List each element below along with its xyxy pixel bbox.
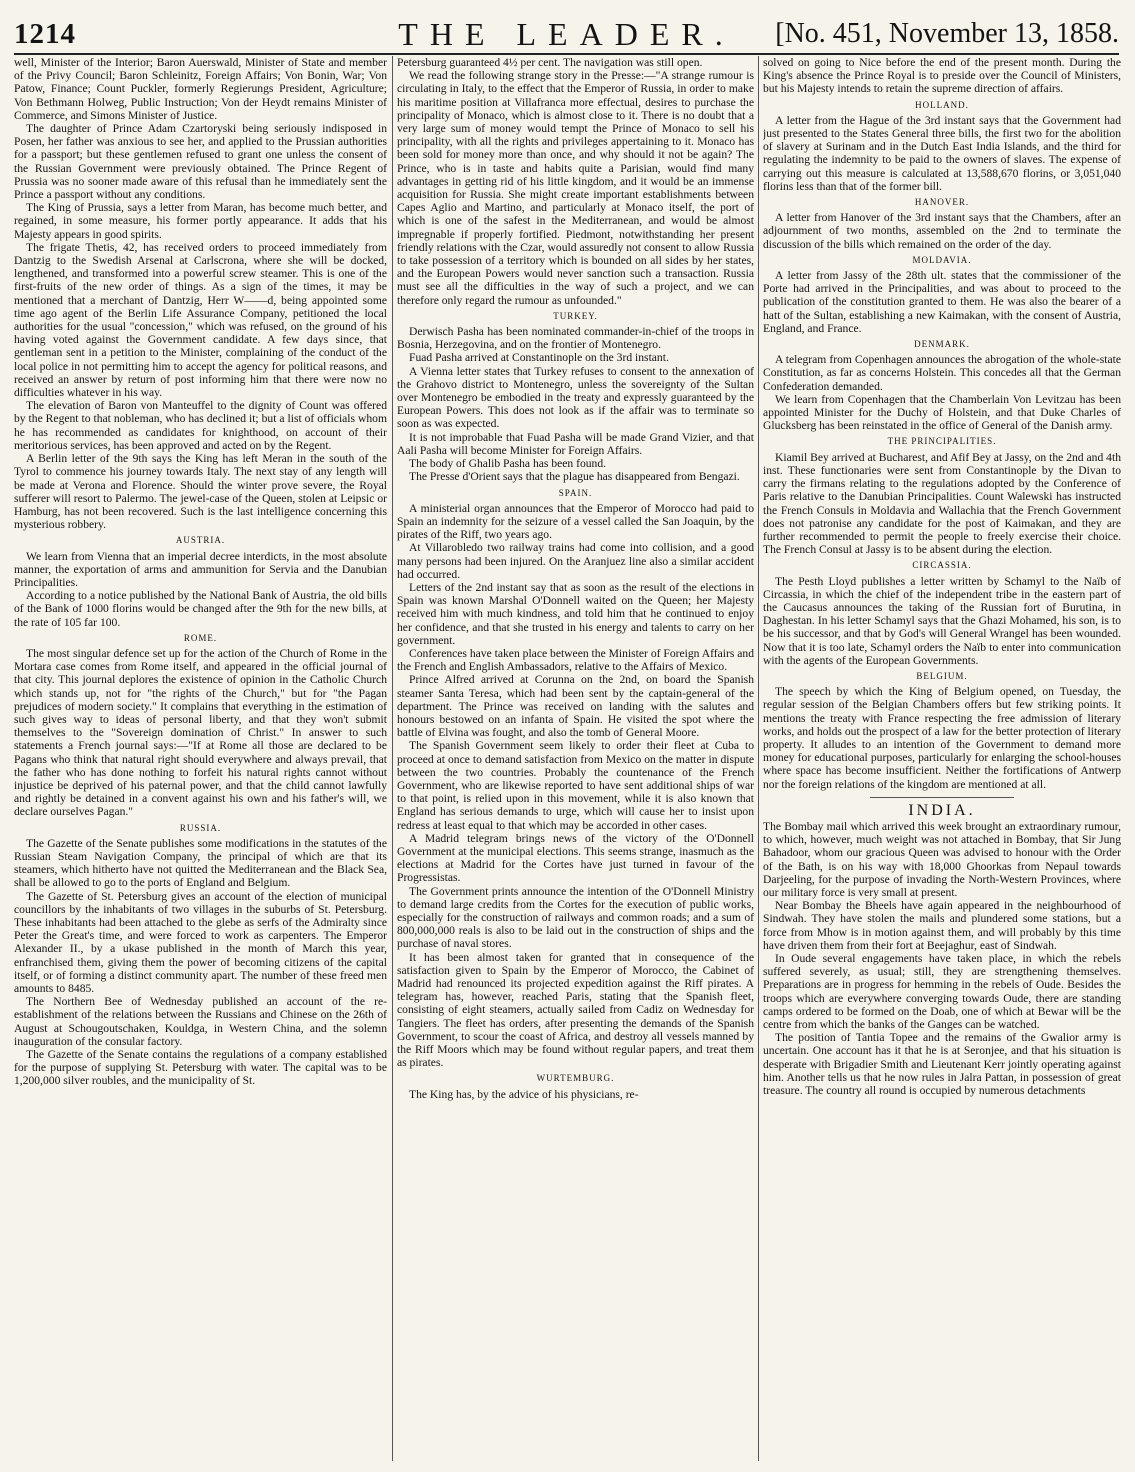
paragraph: The Presse d'Orient says that the plague has disappeared from Bengazi. bbox=[409, 470, 740, 484]
paragraph: Kiamil Bey arrived at Bucharest, and Afif Bey at Jassy, on the 2nd and 4th inst. These functionaries were sent from Constantinople by the Divan to carry the firmans relating to the regulations adopted by the Conference of Paris relative to the Danubian Principalities. Count Walewski has instructed the French Consuls in Moldavia and Wallachia that the French Government does not patronise any candidate for the post of Kaimakan, and they are further recommended to permit the people to freely exercise their choice. The French Consul at Jassy is to be absent during the election. bbox=[763, 450, 1121, 557]
paragraph: A Vienna letter states that Turkey refuses to consent to the annexation of the Grahovo district to Montenegro, unless the sovereignty of the Sultan over Montenegro be embodied in the treaty and expressly guaranteed by the European Powers. This does not look as if the affair was to terminate so soon as was expected. bbox=[397, 364, 754, 431]
paragraph: In Oude several engagements have taken place, in which the rebels suffered severely, as usual; still, they are strengthening themselves. Preparations are in progress for hemming in the rebels of Oude. Besides the troops which are everywhere converging towards Oude, there are standing camps ordered to be formed on the Doab, one of which at Bewar will be the centre from which the banks of the Ganges can be watched. bbox=[763, 952, 1121, 1032]
section-heading: WURTEMBURG. bbox=[536, 1073, 615, 1084]
paragraph: The Northern Bee of Wednesday published an account of the re-establishment of the relations between the Russians and Chinese on the 26th of August at Schougoutschaken, Kouldga, in Western China, and the solemn inauguration of the consular factory. bbox=[14, 995, 387, 1048]
newspaper-title: THE LEADER. bbox=[398, 16, 735, 52]
section-heading: BELGIUM. bbox=[916, 670, 968, 681]
section-heading: SPAIN. bbox=[558, 487, 593, 498]
paragraph: It has been almost taken for granted that in consequence of the satisfaction given to Spain by the Emperor of Morocco, the Cabinet of Madrid had renounced its projected expedition against the Riff pirates. A telegram has, however, reached Paris, stating that the Spanish fleet, consisting of eight steamers, actually sailed from Cadiz on Wednesday for Tangiers. The fleet has orders, after presenting the demands of the Spanish Government, to scour the coast of Africa, and destroy all vessels manned by the Riff Moors which may be found without regular papers, and treat them as pirates. bbox=[397, 950, 754, 1070]
section-heading-large: INDIA. bbox=[908, 801, 976, 819]
column-divider bbox=[392, 56, 393, 1461]
section-heading: HOLLAND. bbox=[915, 99, 969, 110]
section-separator bbox=[870, 797, 1013, 798]
paragraph: According to a notice published by the National Bank of Austria, the old bills of the Bank of 1000 florins would be changed after the 9th for the new bills, at the rate of 105 far 100. bbox=[14, 589, 387, 629]
paragraph: A letter from Hanover of the 3rd instant says that the Chambers, after an adjournment of two months, assembled on the 2nd to terminate the discussion of the bills which remained on the order of the day. bbox=[763, 211, 1121, 251]
paragraph: Prince Alfred arrived at Corunna on the 2nd, on board the Spanish steamer Santa Teresa, which had been sent by the captain-general of the department. The Prince was received on landing with the salutes and honours bestowed on an infanta of Spain. He visited the spot where the battle of Elvina was fought, and also the tomb of General Moore. bbox=[397, 673, 754, 740]
paragraph: The speech by which the King of Belgium opened, on Tuesday, the regular session of the Belgian Chambers offers but few striking points. It mentions the treaty with France respecting the free admission of literary works, and holds out the prospect of a law for the better protection of literary property. It alludes to an intention of the Government to demand more money for educational purposes, particularly for enlarging the school-houses where space has become insufficient. Neither the fortifications of Antwerp nor the foreign relations of the kingdom are mentioned at all. bbox=[763, 685, 1121, 791]
paragraph: The most singular defence set up for the action of the Church of Rome in the Mortara case comes from Rome itself, and appeared in the official journal of that city. This journal deplores the existence of opinion in the Catholic Church which stands up, not for "the rights of the Church," but for "the Pagan prejudices of modern society." It complains that everything in the estimation of such gives way to ideas of personal liberty, and that they won't submit themselves to the "Sovereign domination of Christ." In answer to such statements a French journal says:—"If at Rome all those are declared to be Pagans who think that natural right should everywhere and always prevail, that the father who has done nothing to forfeit his natural rights cannot without injustice be deprived of his paternal power, and that the child cannot lawfully and rightly be detained in a convent against his own and his father's will, we declare ourselves Pagan." bbox=[14, 646, 387, 819]
paragraph: The position of Tantia Topee and the remains of the Gwalior army is uncertain. One account has it that he is at Seronjee, and that his situation is desperate with Brigadier Smith and Lieutenant Kerr jointly operating against him. Another tells us that he now rules in Jalra Pattan, in possession of great treasure. The country all round is occupied by numerous detachments bbox=[763, 1031, 1121, 1098]
masthead bbox=[14, 14, 1119, 54]
paragraph: solved on going to Nice before the end of the present month. During the King's absence the Prince Royal is to preside over the Council of Ministers, but his Majesty intends to retain the supreme direction of affairs. bbox=[763, 56, 1121, 96]
paragraph: A ministerial organ announces that the Emperor of Morocco had paid to Spain an indemnity for the seizure of a vessel called the San Joaquin, by the pirates of the Riff, two years ago. bbox=[397, 501, 754, 542]
paragraph: well, Minister of the Interior; Baron Auerswald, Minister of State and member of the Privy Council; Baron Schleinitz, Foreign Affairs; Von Bonin, War; Von Patow, Finance; Count Puckler, formerly Regierungs President, Agriculture; Von Bethmann Holweg, Public Instruction; Von der Heydt remains Minister of Commerce, and Simons Minister of Justice. bbox=[14, 56, 387, 122]
paragraph: The daughter of Prince Adam Czartoryski being seriously indisposed in Posen, her father was anxious to see her, and applied to the Prussian authorities for a passport; but these gentlemen refused to grant one unless the consent of the Russian Government were previously obtained. The Prince Regent of Prussia was no sooner made aware of this refusal than he immediately sent the Prince a passport without any conditions. bbox=[14, 122, 387, 202]
paragraph: The Gazette of the Senate publishes some modifications in the statutes of the Russian Steam Navigation Company, the principal of which are that its steamers, which hitherto have not quitted the Mediterranean and the Black Sea, shall be allowed to go to the ports of England and Belgium. bbox=[14, 836, 387, 890]
paragraph: A letter from the Hague of the 3rd instant says that the Government had just presented to the States General three bills, the first two for the abolition of slavery at Surinam and in the Dutch East India Islands, and the third for regulating the indemnity to be paid to the owners of slaves. The expense of carrying out this measure is calculated at 13,588,670 florins, or 3,051,040 florins less than that of the former bill. bbox=[763, 113, 1121, 193]
paragraph: The Pesth Lloyd publishes a letter written by Schamyl to the Naïb of Circassia, in which the chief of the independent tribe in the eastern part of the Caucasus announces the taking of the Russian fort of Burutina, in Daghestan. In his letter Schamyl says that the Ghazi Mohamed, his son, is to be his successor, and that by God's will General Wrangel has been wounded. Now that it is too late, Schamyl orders the Naïb to enter into communication with the agents of the European Governments. bbox=[763, 574, 1121, 667]
paragraph: Letters of the 2nd instant say that as soon as the result of the elections in Spain was known Marshal O'Donnell waited on the Queen; her Majesty received him with much kindness, and told him that he continued to enjoy her confidence, and that she trusted in his energy and talents to carry on her government. bbox=[397, 580, 754, 647]
section-heading: THE PRINCIPALITIES. bbox=[887, 436, 997, 447]
paragraph: Conferences have taken place between the Minister of Foreign Affairs and the French and English Ambassadors, relative to the Affairs of Mexico. bbox=[397, 646, 754, 674]
paragraph: The frigate Thetis, 42, has received orders to proceed immediately from Dantzig to the Swedish Arsenal at Carlscrona, where she will be docked, lengthened, and transformed into a powerful screw steamer. This is one of the first-fruits of the new order of things. As a sign of the times, it may be mentioned that a merchant of Dantzig, Herr W——d, being appointed some time ago agent of the Berlin Life Assurance Company, petitioned the local authorities for the usual "concession," which was refused, on the ground of his having voted against the Government candidate. A few days since, that gentleman sent in a petition to the Minister, complaining of the conduct of the local police in not permitting him to accept the agency for political reasons, and received an answer by return of post informing him that there were now no difficulties whatever in his way. bbox=[14, 240, 387, 400]
issue-date: [No. 451, November 13, 1858. bbox=[775, 18, 1119, 49]
paragraph: We learn from Vienna that an imperial decree interdicts, in the most absolute manner, the exportation of arms and ammunition for Servia and the Danubian Principalities. bbox=[14, 549, 387, 589]
paragraph: It is not improbable that Fuad Pasha will be made Grand Vizier, and that Aali Pasha will become Minister for Foreign Affairs. bbox=[397, 430, 754, 457]
section-heading: ROME. bbox=[183, 632, 218, 643]
paragraph: We learn from Copenhagen that the Chamberlain Von Levitzau has been appointed Minister for the Duchy of Holstein, and that Duke Charles of Glucksberg has been reinstated in the office of General of the Danish army. bbox=[763, 392, 1121, 433]
paragraph: A telegram from Copenhagen announces the abrogation of the whole-state Constitution, as far as concerns Holstein. This concedes all that the German Confederation demanded. bbox=[763, 353, 1121, 393]
paragraph: At Villarobledo two railway trains had come into collision, and a good many persons had been injured. On the Aranjuez line also a similar accident had occurred. bbox=[397, 541, 754, 581]
section-heading: AUSTRIA. bbox=[175, 535, 226, 546]
column-3 bbox=[763, 56, 1121, 1461]
section-heading: DENMARK. bbox=[914, 339, 970, 350]
paragraph: The Government prints announce the intention of the O'Donnell Ministry to demand large credits from the Cortes for the execution of public works, especially for the construction of railways and common roads; and a sum of 800,000,000 reals is also to be laid out in the construction of ships and the purchase of naval stores. bbox=[397, 884, 754, 951]
paragraph: Derwisch Pasha has been nominated commander-in-chief of the troops in Bosnia, Herzegovina, and on the frontier of Montenegro. bbox=[397, 325, 754, 352]
paragraph: Near Bombay the Bheels have again appeared in the neighbourhood of Sindwah. They have stolen the mails and plundered some stations, but a force from Mhow is in motion against them, and will probably by this time have driven them from their fort at Beejaghur, east of Sindwah. bbox=[763, 899, 1121, 952]
paragraph: The Gazette of the Senate contains the regulations of a company established for the purpose of supplying St. Petersburg with water. The capital was to be 1,200,000 silver roubles, and the municipality of St. bbox=[14, 1048, 387, 1088]
column-1 bbox=[14, 56, 387, 1461]
section-heading: HANOVER. bbox=[914, 197, 970, 208]
section-heading: TURKEY. bbox=[553, 310, 598, 321]
paragraph: The Bombay mail which arrived this week brought an extraordinary rumour, to which, however, much weight was not attached in Bombay, that Sir Jung Bahadoor, whom our gracious Queen was advised to honour with the Order of the Bath, is on his way with 18,000 Ghoorkas from Nepaul towards Darjeeling, for the purpose of invading the North-Western Provinces, where our military force is very small at present. bbox=[763, 819, 1121, 899]
paragraph: The King of Prussia, says a letter from Maran, has become much better, and regained, in some measure, his former portly appearance. It adds that his Majesty appears in good spirits. bbox=[14, 201, 387, 241]
paragraph: The Gazette of St. Petersburg gives an account of the election of municipal councillors by the inhabitants of two villages in the suburbs of St. Petersburg. These inhabitants had been attached to the glebe as serfs of the Admiralty since Peter the Great's time, and were forced to work as carpenters. The Emperor Alexander II., by a ukase published in the month of March this year, enfranchised them, giving them the power of becoming citizens of the capital itself, or of forming a distinct community apart. The number of these freed men amounts to 8485. bbox=[14, 889, 387, 996]
paragraph: We read the following strange story in the Presse:—"A strange rumour is circulating in Italy, to the effect that the Emperor of Russia, in order to make his maritime position at Villafranca more effectual, desires to purchase the principality of Monaco, which is almost close to it. There is no doubt that a very large sum of money would tempt the Prince of Monaco to sell his principality, with all the rights and privileges appertaining to it. Monaco has been sold for money more than once, and why should it not be again? The Prince, who is in taste and habits quite a Parisian, would find many advantages in getting rid of his little kingdom, and it would be an immense acquisition for Russia. She might create important establishments between Capes Aglio and Martino, and particularly at Monaco itself, the port of which is one of the safest in the Mediterranean, and would be almost impregnable if properly fortified. Piedmont, notwithstanding her present friendly relations with the Czar, would assuredly not consent to allow Russia to take possession of a territory which is bounded on all sides by her states, and the European Powers would never sanction such a transaction. Russia must see all the difficulties in the way of such a project, and we can therefore only regard the rumour as unfounded." bbox=[397, 69, 754, 307]
paragraph: A Madrid telegram brings news of the victory of the O'Donnell Government at the municipal elections. This seems strange, inasmuch as the elections at Madrid for the Cortes have just turned in favour of the Progressistas. bbox=[397, 831, 754, 885]
paragraph: A Berlin letter of the 9th says the King has left Meran in the south of the Tyrol to commence his journey towards Italy. The next stay of any length will be made at Verona and Florence. Should the winter prove severe, the Royal sufferer will resort to Palermo. The jewel-case of the Queen, stolen at Leipsic or Hamburg, has not been recovered. Such is the last intelligence concerning this mysterious robbery. bbox=[14, 452, 387, 532]
column-2 bbox=[397, 56, 754, 1461]
header-rule bbox=[14, 53, 1119, 55]
paragraph: A letter from Jassy of the 28th ult. states that the commissioner of the Porte had arrived in the Principalities, and was about to proceed to the publication of the constitution granted to them. He was also the bearer of a hatt of the Sultan, establishing a new Kaimakan, with the consent of Austria, England, and France. bbox=[763, 269, 1121, 335]
section-heading: CIRCASSIA. bbox=[912, 560, 972, 571]
column-divider bbox=[758, 56, 759, 1461]
page-number: 1214 bbox=[14, 18, 76, 50]
paragraph: Petersburg guaranteed 4½ per cent. The navigation was still open. bbox=[397, 56, 703, 69]
paragraph: The Spanish Government seem likely to order their fleet at Cuba to proceed at once to demand satisfaction from Mexico on the matter in dispute between the two countries. Probably the countenance of the French Government, who are likewise reported to have sent additional ships of war to that point, is relied upon in this movement, while it is also known that England has serious demands to urge, which will cause her to insist upon redress at least equal to that which may be accorded in other cases. bbox=[397, 739, 754, 832]
paragraph: Fuad Pasha arrived at Constantinople on the 3rd instant. bbox=[409, 351, 669, 365]
paragraph: The elevation of Baron von Manteuffel to the dignity of Count was offered by the Regent to that nobleman, who has declined it; but a list of officials whom he has recommended as candidates for knighthood, on account of their meritorious services, has been approved and acted on by the Regent. bbox=[14, 399, 387, 452]
section-heading: RUSSIA. bbox=[179, 822, 222, 833]
section-heading: MOLDAVIA. bbox=[912, 254, 972, 265]
paragraph: The King has, by the advice of his physicians, re- bbox=[409, 1087, 639, 1101]
paragraph: The body of Ghalib Pasha has been found. bbox=[409, 457, 607, 471]
